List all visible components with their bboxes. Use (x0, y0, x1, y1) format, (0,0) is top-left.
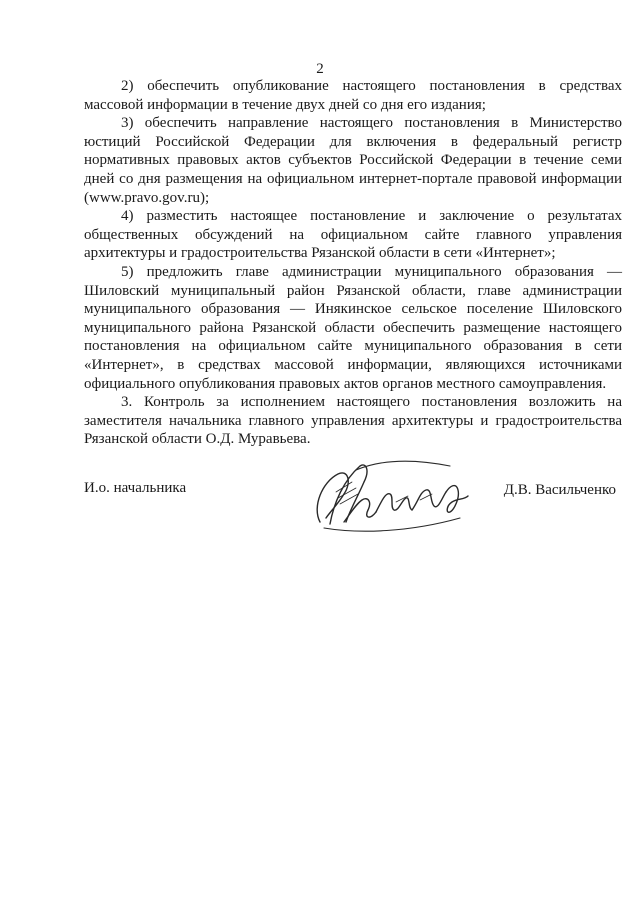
signature-block (84, 452, 622, 542)
signatory-position: И.о. начальника (84, 480, 187, 496)
paragraph-website-posting: 4) разместить настоящее постановление и заключение о результатах общественных обсуждений на официальном сайте главного управления архитектуры и градостроительства Рязанской области в сети «Интернет»; (84, 208, 622, 262)
paragraph-municipal-heads: 5) предложить главе администрации муниципального образования — Шиловский муниципальный район Рязанской области, главе администрации муниципального образования — Инякинское сельское поселение Шиловского муниципального района Рязанской области обеспечить размещение настоящего постановления на официальном сайте муниципального образования в сети «Интернет», в средствах массовой информации, являющихся источниками официального опубликования правовых актов органов местного самоуправления. (84, 263, 622, 392)
paragraph-control: 3. Контроль за исполнением настоящего постановления возложить на заместителя начальника главного управления архитектуры и градостроительства Рязанской области О.Д. Муравьева. (84, 394, 622, 448)
paragraph-publication: 2) обеспечить опубликование настоящего постановления в средствах массовой информации в течение двух дней со дня его издания; (84, 78, 622, 113)
handwritten-signature-icon (300, 452, 480, 542)
page-number: 2 (316, 61, 324, 77)
document-body (84, 77, 622, 449)
signatory-name: Д.В. Васильченко (503, 482, 616, 498)
paragraph-ministry-of-justice: 3) обеспечить направление настоящего постановления в Министерство юстиций Российской Федерации для включения в федеральный регистр нормативных правовых актов субъектов Российской Федерации в течение семи дней со дня размещения на официальном интернет-портале правовой информации (www.pravo.gov.ru); (84, 115, 622, 206)
